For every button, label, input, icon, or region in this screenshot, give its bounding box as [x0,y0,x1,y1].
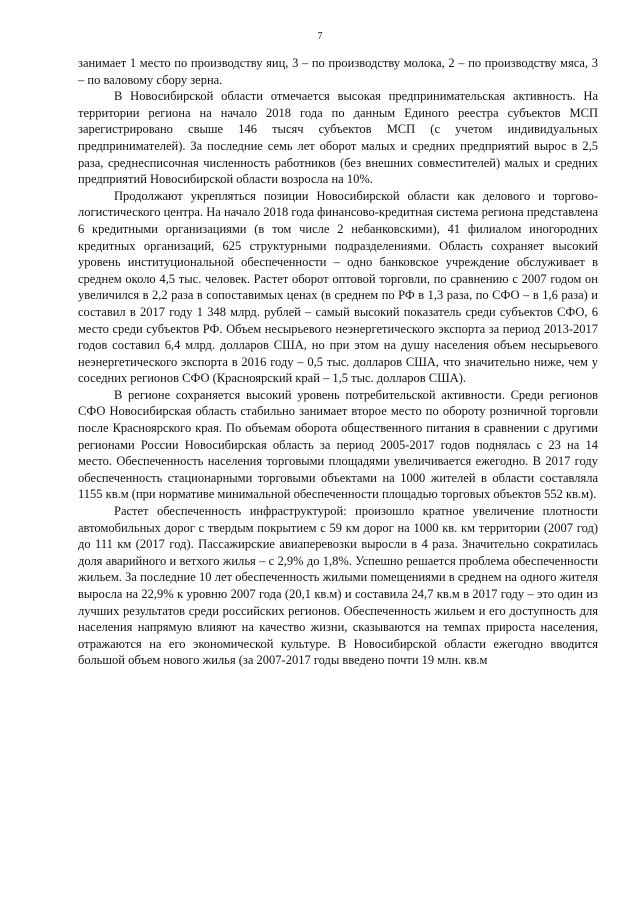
paragraph-consumer-activity: В регионе сохраняется высокий уровень потребительской активности. Среди регионов СФО Новосибирская область стабильно занимает второе место по обороту розничной торговли после Красноярского края. По объемам оборота общественного питания в сравнении с другими регионами России Новосибирская область за период 2005-2017 годов поднялась с 23 на 14 место. Обеспеченность населения торговыми площадями увеличивается ежегодно. В 2017 году обеспеченность стационарными торговыми объектами на 1000 жителей в области составляла 1155 кв.м (при нормативе минимальной обеспеченности площадью торговых объектов 552 кв.м). [78,387,598,502]
page-number: 7 [317,31,323,42]
paragraph-entrepreneurship: В Новосибирской области отмечается высокая предпринимательская активность. На территории региона на начало 2018 года по данным Единого реестра субъектов МСП зарегистрировано свыше 146 тысяч субъектов МСП (с учетом индивидуальных предпринимателей). За последние семь лет оборот малых и средних предприятий вырос в 2,5 раза, среднесписочная численность работников (без внешних совместителей) малых и средних предприятий Новосибирской области возросла на 10%. [78,89,598,187]
paragraph-continuation: занимает 1 место по производству яиц, 3 – по производству молока, 2 – по производству мяса, 3 – по валовому сбору зерна. [78,56,598,87]
paragraph-infrastructure: Растет обеспеченность инфраструктурой: произошло кратное увеличение плотности автомобильных дорог с твердым покрытием с 59 км дорог на 1000 кв. км территории (2007 год) до 111 км (2017 год). Пассажирские авиаперевозки выросли в 4 раза. Значительно сократилась доля аварийного и ветхого жилья – с 2,9% до 1,8%. Успешно решается проблема обеспеченности жильем. За последние 10 лет обеспеченность жилыми помещениями в среднем на одного жителя выросла на 22,9% к уровню 2007 года (20,1 кв.м) и составила 24,7 кв.м в 2017 году – это один из лучших результатов среди российских регионов. Обеспеченность жильем и его доступность для населения напрямую влияют на качество жизни, сказываются на темпах прироста населения, отражаются на его экономической культуре. В Новосибирской области ежегодно вводится большой объем нового жилья (за 2007-2017 годы введено почти 19 млн. кв.м [78,504,598,668]
document-body [78,55,598,669]
paragraph-business-center: Продолжают укрепляться позиции Новосибирской области как делового и торгово-логистического центра. На начало 2018 года финансово-кредитная система региона представлена 6 кредитными организациями (в том числе 2 небанковскими), 41 филиалом иногородних кредитных организаций, 625 структурными подразделениями. Область сохраняет высокий уровень институциональной обеспеченности – одно банковское учреждение обслуживает в среднем около 4,5 тыс. человек. Растет оборот оптовой торговли, по сравнению с 2007 годом он увеличился в 2,2 раза в сопоставимых ценах (в среднем по РФ в 1,3 раза, по СФО – в 1,6 раза) и составил в 2017 году 1 348 млрд. рублей – самый высокий показатель среди субъектов СФО, 6 место среди субъектов РФ. Объем несырьевого неэнергетического экспорта за период 2013-2017 годов составил 6,4 млрд. долларов США, но при этом на душу населения объем несырьевого неэнергетического экспорта в 2016 году – 0,5 тыс. долларов США, что значительно ниже, чем у соседних регионов СФО (Красноярский край – 1,5 тыс. долларов США). [78,188,598,386]
